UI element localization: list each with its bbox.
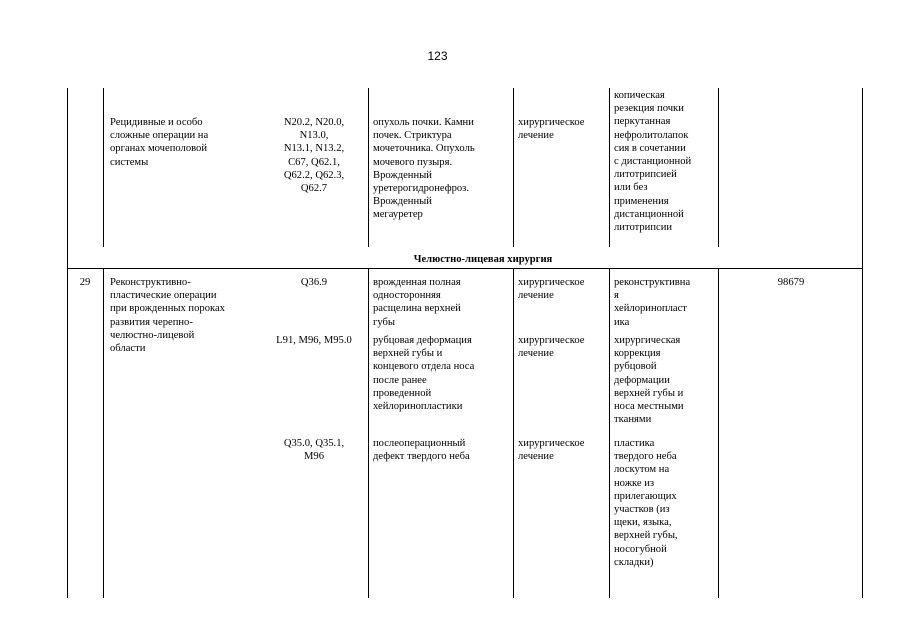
treatment-method: реконструктивна я хейлоринопласт ика	[614, 277, 691, 328]
diagnosis: рубцовая деформация верхней губы и концевого отдела носа после ранее проведенной хейлоринопластики	[373, 335, 475, 413]
treatment-type: хирургическое лечение	[518, 438, 585, 463]
operation-group-name: Реконструктивно- пластические операции при врожденных пороках развития черепно- челюстно-лицевой области	[110, 277, 225, 355]
column-line	[67, 268, 68, 598]
treatment-type: хирургическое лечение	[518, 335, 585, 360]
column-line	[862, 268, 863, 598]
icd-codes: L91, M96, M95.0	[276, 335, 352, 346]
column-line	[67, 247, 68, 268]
column-line	[368, 268, 369, 598]
row-number: 29	[79, 277, 91, 288]
page-number: 123	[427, 49, 448, 63]
treatment-type: хирургическое лечение	[518, 277, 585, 302]
column-line	[513, 88, 514, 247]
column-line	[862, 247, 863, 268]
treatment-method: копическая резекция почки перкутанная нефролитолапок сия в сочетании с дистанционной литотрипсией или без применения дистанционной литотрипсии	[614, 90, 692, 234]
column-line	[609, 268, 610, 598]
diagnosis: послеоперационный дефект твердого неба	[373, 438, 470, 463]
row-line	[67, 268, 863, 269]
treatment-method: хирургическая коррекция рубцовой деформации верхней губы и носа местными тканями	[614, 335, 684, 426]
icd-codes: Q36.9	[300, 277, 328, 288]
column-line	[103, 88, 104, 247]
treatment-type: хирургическое лечение	[518, 117, 585, 142]
operation-group-name: Рецидивные и особо сложные операции на органах мочеполовой системы	[110, 117, 209, 168]
column-line	[862, 88, 863, 247]
cost-amount: 98679	[777, 277, 805, 288]
column-line	[609, 88, 610, 247]
column-line	[718, 268, 719, 598]
treatment-method: пластика твердого неба лоскутом на ножке из прилегающих участков (из щеки, языка, верхней губы, носогубной складки)	[614, 438, 678, 568]
column-line	[513, 268, 514, 598]
column-line	[67, 88, 68, 247]
diagnosis: опухоль почки. Камни почек. Стриктура мочеточника. Опухоль мочевого пузыря. Врожденный уретерогидронефроз. Врожденный мегауретер	[373, 117, 475, 221]
icd-codes: N20.2, N20.0, N13.0, N13.1, N13.2, C67, Q62.1, Q62.2, Q62.3, Q62.7	[283, 117, 345, 195]
column-line	[103, 268, 104, 598]
column-line	[718, 88, 719, 247]
icd-codes: Q35.0, Q35.1, M96	[283, 438, 345, 463]
column-line	[368, 88, 369, 247]
diagnosis: врожденная полная односторонняя расщелина верхней губы	[373, 277, 461, 328]
section-title: Челюстно-лицевая хирургия	[413, 254, 553, 265]
